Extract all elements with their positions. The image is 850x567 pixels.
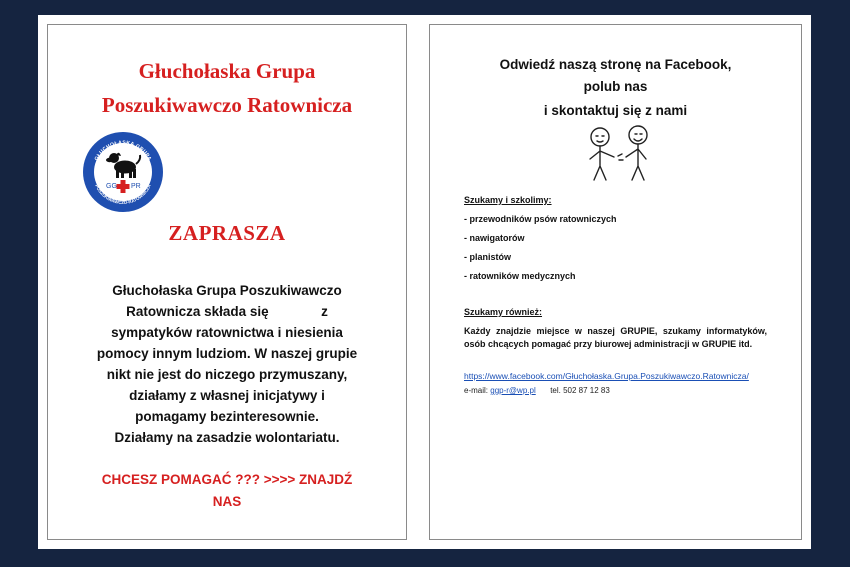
phone-number: tel. 502 87 12 83	[550, 386, 610, 395]
page-title-line2: Poszukiwawczo Ratownicza	[101, 93, 353, 117]
list-item: - planistów	[464, 252, 511, 262]
list-item: - przewodników psów ratowniczych	[464, 214, 617, 224]
body-line: Ratownicza składa się z	[126, 304, 328, 319]
brochure-spread	[38, 15, 811, 549]
facebook-heading-line3: i skontaktuj się z nami	[543, 103, 688, 118]
list-item: - ratowników medycznych	[464, 271, 576, 281]
two-people-chatting-icon	[580, 123, 660, 187]
body-line: pomocy innym ludziom. W naszej grupie	[96, 346, 358, 361]
right-page	[429, 24, 802, 540]
logo-letters-left: GG	[106, 183, 117, 190]
cta-line2: NAS	[212, 494, 242, 509]
page-title-line1: Głuchołaska Grupa	[138, 59, 316, 83]
group-logo	[82, 131, 164, 213]
body-line: działamy z własnej inicjatywy i	[129, 388, 325, 403]
email-label: e-mail:	[464, 386, 489, 395]
email-link[interactable]: ggp-r@wp.pl	[490, 386, 536, 395]
facebook-link[interactable]: https://www.facebook.com/Głuchołaska.Grupa.Poszukiwawczo.Ratownicza/	[464, 371, 749, 381]
contact-line	[464, 386, 610, 395]
body-line: Działamy na zasadzie wolontariatu.	[114, 430, 340, 445]
facebook-heading-line1: Odwiedź naszą stronę na Facebook,	[499, 57, 732, 72]
facebook-heading-line2: polub nas	[583, 79, 648, 94]
section-title-seek: Szukamy i szkolimy:	[464, 195, 552, 205]
body-line: pomagamy bezinteresownie.	[135, 409, 319, 424]
also-paragraph: Każdy znajdzie miejsce w naszej GRUPIE, szukamy informatyków, osób chcących pomagać przy biurowej administracji w GRUPIE itd.	[464, 326, 767, 349]
headline-zaprasza: ZAPRASZA	[168, 221, 286, 245]
left-page	[47, 24, 407, 540]
cta-line1: CHCESZ POMAGAĆ ??? >>>> ZNAJDŹ	[101, 472, 353, 487]
logo-ring-text-top: GŁUCHOŁASKA GRUPA	[93, 139, 153, 162]
body-line: Głuchołaska Grupa Poszukiwawczo	[112, 283, 342, 298]
logo-ring-text-bottom: POSZUKIWAWCZO-RATOWNICZA	[94, 183, 152, 206]
body-line: nikt nie jest do niczego przymuszany,	[106, 367, 348, 382]
body-line: sympatyków ratownictwa i niesienia	[111, 325, 343, 340]
list-item: - nawigatorów	[464, 233, 525, 243]
section-title-also: Szukamy również:	[464, 307, 543, 317]
logo-letters-right: PR	[131, 183, 141, 190]
